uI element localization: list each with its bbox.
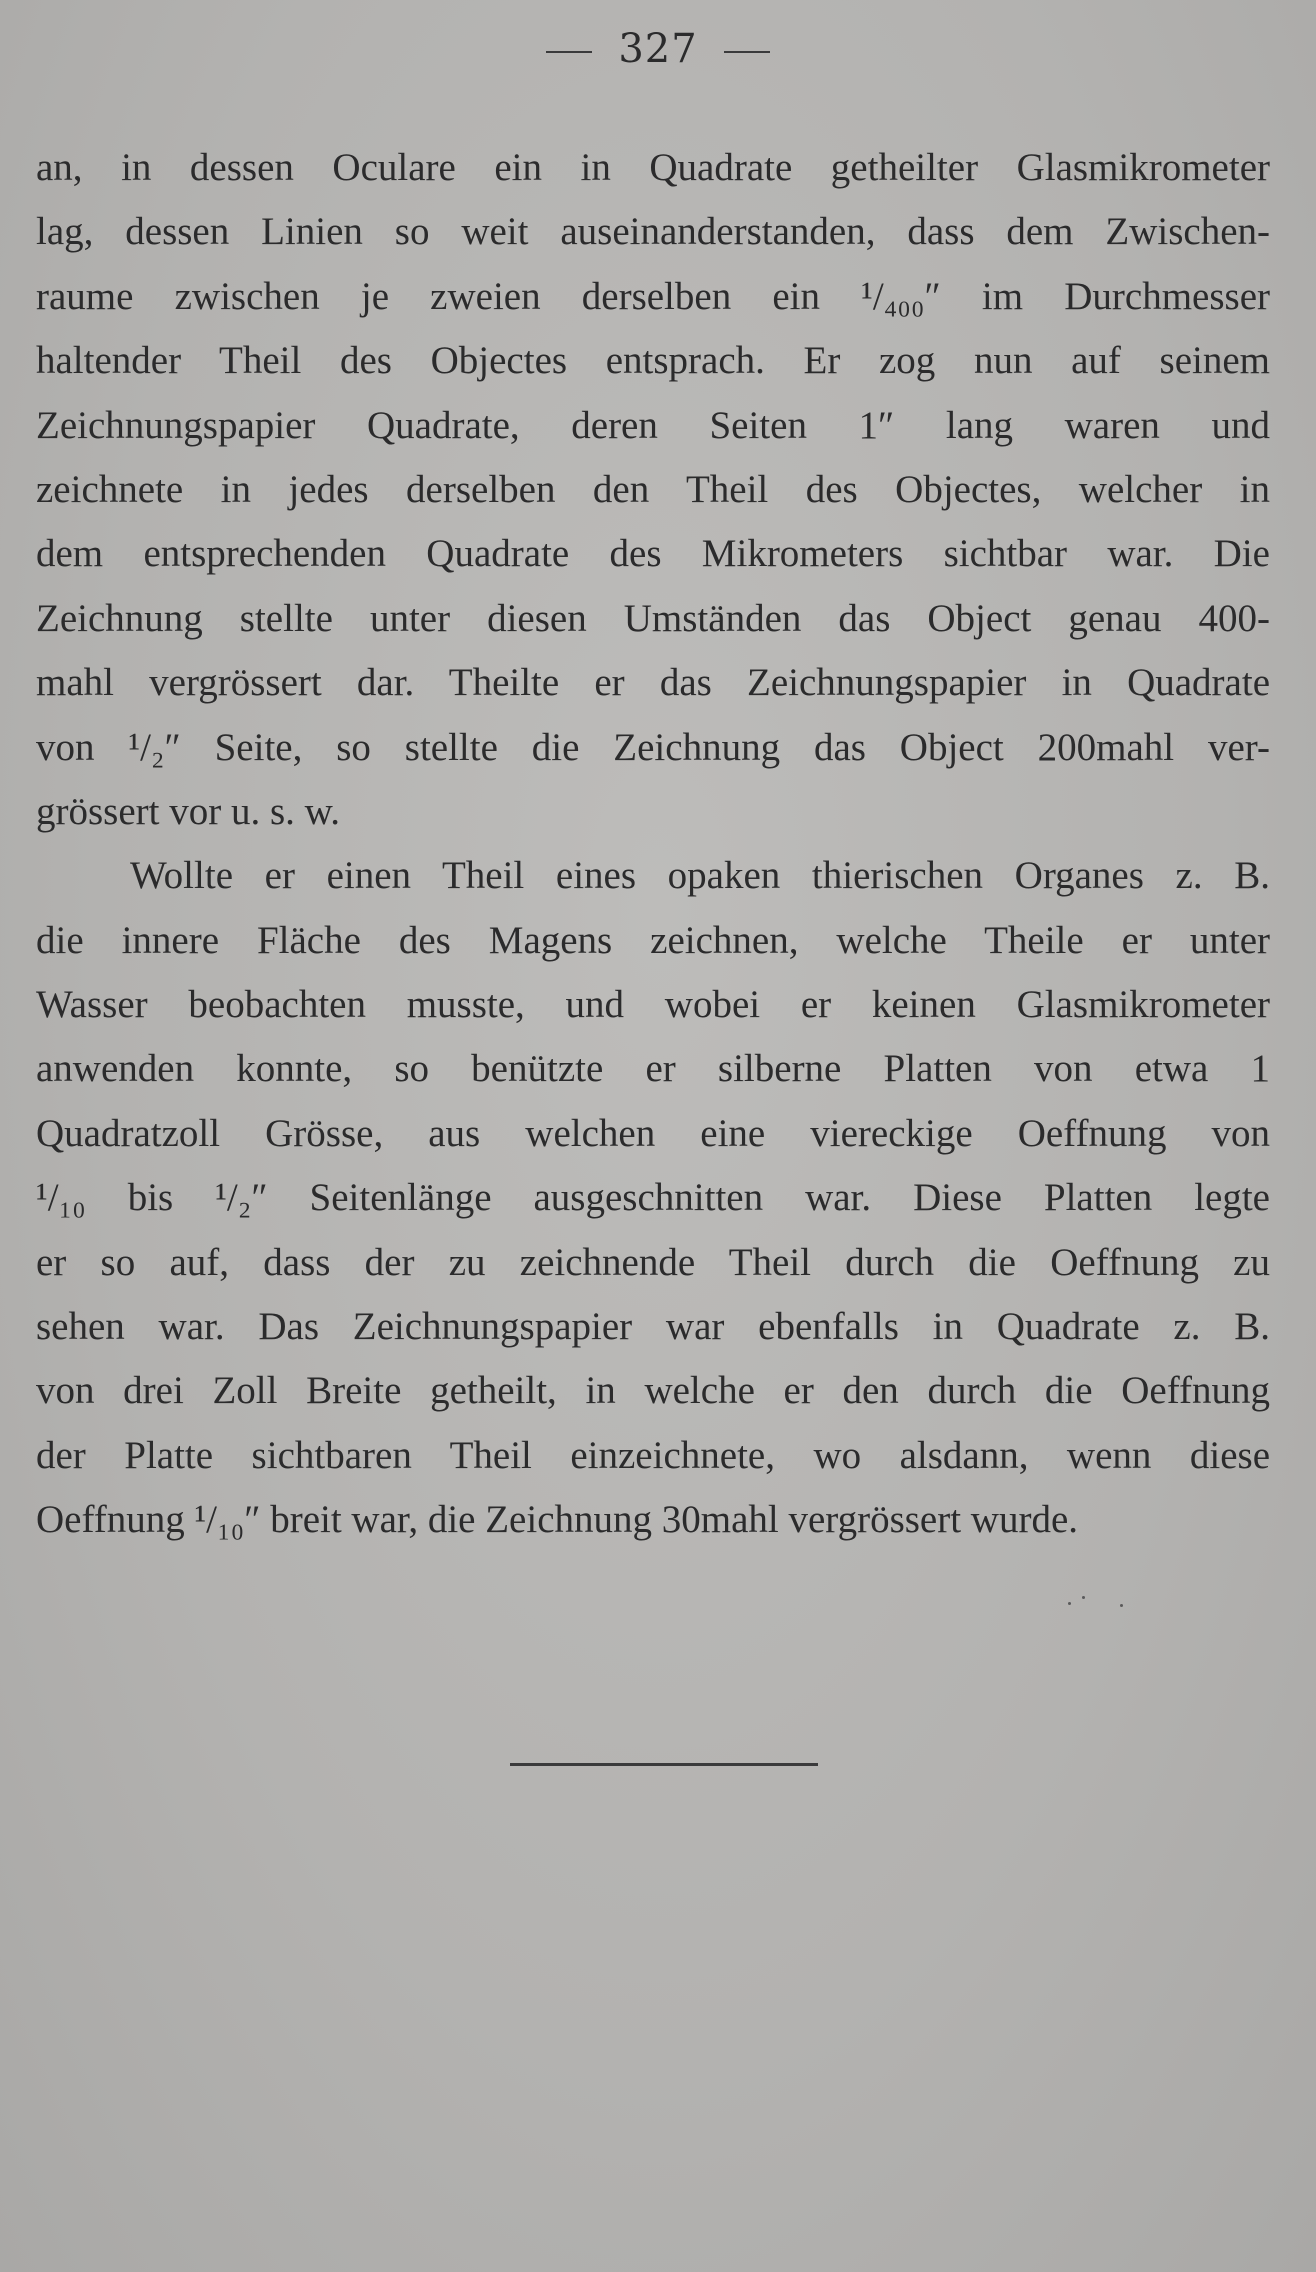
- text-line: die innere Fläche des Magens zeichnen, welche Theile er unter: [36, 918, 1270, 962]
- text-line: Quadratzoll Grösse, aus welchen eine viereckige Oeffnung von: [36, 1111, 1270, 1155]
- text-line: an, in dessen Oculare ein in Quadrate getheilter Glasmikrometer: [36, 146, 1270, 189]
- text-line: Oeffnung ¹/₁₀″ breit war, die Zeichnung 30mahl vergrössert wurde.: [36, 1498, 1079, 1542]
- header-dash-left: [546, 51, 592, 53]
- text-line: er so auf, dass der zu zeichnende Theil durch die Oeffnung zu: [36, 1240, 1270, 1284]
- text-line: Zeichnung stellte unter diesen Umständen das Object genau 400-: [36, 596, 1270, 640]
- text-line: zeichnete in jedes derselben den Theil des Objectes, welcher in: [36, 467, 1270, 511]
- text-line: lag, dessen Linien so weit auseinanderstanden, dass dem Zwischen-: [36, 210, 1270, 254]
- text-line: dem entsprechenden Quadrate des Mikrometers sichtbar war. Die: [36, 532, 1270, 576]
- text-line: Zeichnungspapier Quadrate, deren Seiten 1″ lang waren und: [36, 403, 1270, 447]
- header-dash-right: [724, 51, 770, 53]
- text-line: von ¹/₂″ Seite, so stellte die Zeichnung das Object 200mahl ver-: [36, 725, 1270, 769]
- text-line: mahl vergrössert dar. Theilte er das Zeichnungspapier in Quadrate: [36, 661, 1270, 705]
- text-line: von drei Zoll Breite getheilt, in welche er den durch die Oeffnung: [36, 1369, 1270, 1413]
- text-line: ¹/₁₀ bis ¹/₂″ Seitenlänge ausgeschnitten war. Diese Platten legte: [36, 1176, 1270, 1220]
- text-line: der Platte sichtbaren Theil einzeichnete, wo alsdann, wenn diese: [36, 1433, 1270, 1477]
- text-line: sehen war. Das Zeichnungspapier war ebenfalls in Quadrate z. B.: [36, 1305, 1270, 1349]
- text-line: anwenden konnte, so benützte er silberne Platten von etwa 1: [36, 1047, 1270, 1091]
- text-line: haltender Theil des Objectes entsprach. Er zog nun auf seinem: [36, 339, 1270, 383]
- text-line: raume zwischen je zweien derselben ein ¹/₄₀₀″ im Durchmesser: [36, 274, 1270, 318]
- paper-specks: [1068, 1596, 1128, 1610]
- text-line: grössert vor u. s. w.: [36, 789, 341, 833]
- text-line: Wasser beobachten musste, und wobei er keinen Glasmikrometer: [36, 983, 1270, 1027]
- end-rule: [510, 1763, 818, 1766]
- body-text: [36, 136, 1270, 1553]
- page-header: [0, 26, 1316, 72]
- text-line: Wollte er einen Theil eines opaken thierischen Organes z. B.: [130, 854, 1270, 898]
- page-number: 327: [618, 26, 698, 72]
